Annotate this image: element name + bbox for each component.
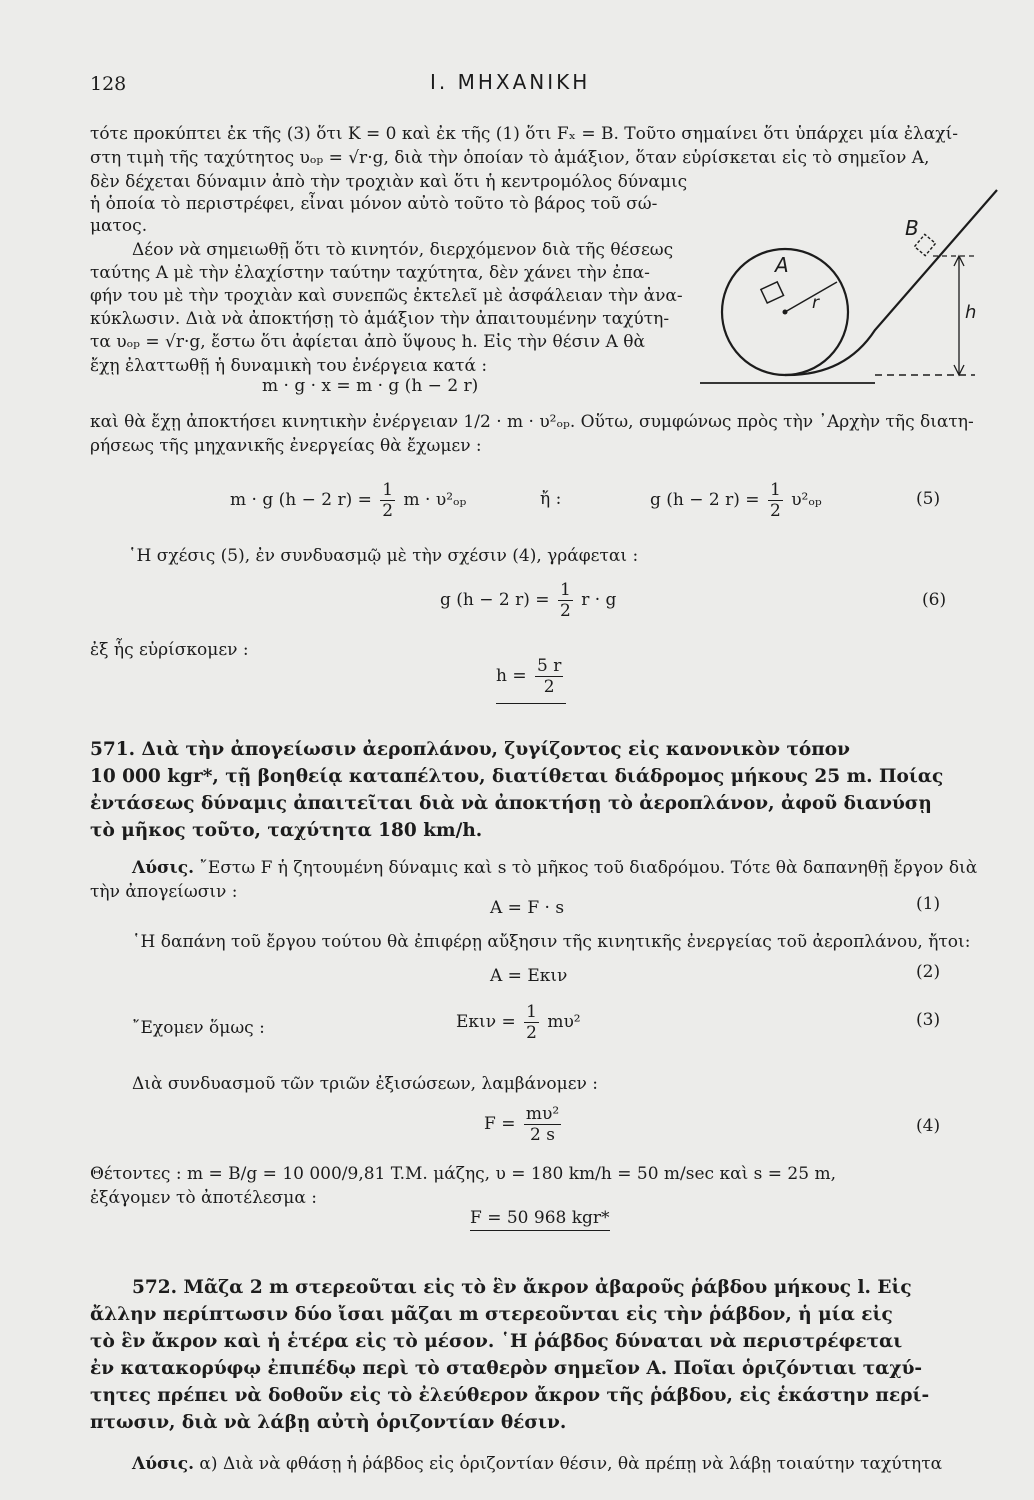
text-line: ἐξάγομεν τὸ ἀποτέλεσμα : (90, 1188, 317, 1208)
problem-572-line: τὸ ἓν ἄκρον καὶ ἡ ἑτέρα εἰς τὸ μέσον. ῾Η ῥάβδος δύναται νὰ περιστρέφεται (90, 1331, 903, 1352)
problem-572-line: τητες πρέπει νὰ δοθοῦν εἰς τὸ ἐλεύθερον ἄκρον τῆς ῥάβδου, εἰς ἑκάστην περί- (90, 1385, 930, 1406)
problem-571-line: 571. Διὰ τὴν ἀπογείωσιν ἀεροπλάνου, ζυγίζοντος εἰς κανονικὸν τόπον (90, 739, 850, 760)
numerator: 5 r (537, 656, 562, 676)
numerator: mυ² (525, 1104, 560, 1124)
eq3-left: Eκιν = (456, 1012, 516, 1032)
loop-diagram (695, 180, 1000, 390)
text-line: ματος. (90, 216, 148, 236)
fraction (380, 480, 395, 521)
equation-3 (456, 1002, 581, 1043)
fraction (768, 480, 783, 521)
problem-571-line: τὸ μῆκος τοῦτο, ταχύτητα 180 km/h. (90, 820, 483, 841)
problem-572-line: ἐν κατακορύφῳ ἐπιπέδῳ περὶ τὸ σταθερὸν σημεῖον A. Ποῖαι ὁριζόντιαι ταχύ- (90, 1358, 923, 1379)
equation-5 (230, 480, 466, 521)
eq1-tag: (1) (916, 894, 941, 914)
solution-label: Λύσις. (132, 1454, 195, 1474)
result-f (470, 1208, 610, 1228)
diagram-label-h: h (965, 302, 977, 323)
diagram-label-a: A (775, 253, 789, 277)
problem-572-line: ἄλλην περίπτωσιν δύο ἴσαι μᾶζαι m στερεοῦνται εἰς τὴν ῥάβδον, ἡ μία εἰς (90, 1304, 893, 1325)
equation-potential: m · g · x = m · g (h − 2 r) (262, 376, 479, 396)
eq5-tag: (5) (916, 489, 941, 509)
text-line: τότε προκύπτει ἐκ τῆς (3) ὅτι K = 0 καὶ ἐκ τῆς (1) ὅτι Fₓ = B. Τοῦτο σημαίνει ὅτι ὑπάρχει μία ἐλαχί- (90, 124, 958, 144)
text-line: ἐξ ἧς εὑρίσκομεν : (90, 640, 249, 660)
text-line: ταύτης A μὲ τὴν ἐλαχίστην ταύτην ταχύτητα, δὲν χάνει τὴν ἐπα- (90, 263, 650, 283)
eq5-right-b: υ²ₒₚ (791, 490, 822, 510)
denominator: 2 (543, 677, 555, 697)
text-line: ῾Η δαπάνη τοῦ ἔργου τούτου θὰ ἐπιφέρῃ αὔξησιν τῆς κινητικῆς ἐνεργείας τοῦ ἀεροπλάνου, ἤτοι: (132, 932, 971, 952)
solution-text: ῎Εστω F ἡ ζητουμένη δύναμις καὶ s τὸ μῆκος τοῦ διαδρόμου. Τότε θὰ δαπανηθῇ ἔργον διὰ (199, 858, 978, 878)
numerator: 1 (559, 580, 571, 600)
page-number: 128 (90, 73, 127, 95)
numerator: 1 (769, 480, 781, 500)
equation-4 (484, 1104, 564, 1145)
diagram-label-r: r (812, 293, 819, 313)
eq3-rest: mυ² (547, 1012, 581, 1032)
equation-2: A = Eκιν (490, 966, 568, 986)
text-line: ῎Εχομεν ὅμως : (132, 1018, 265, 1038)
denominator: 2 (769, 501, 781, 521)
problem-571-line: ἐντάσεως δύναμις ἀπαιτεῖται διὰ νὰ ἀποκτήσῃ τὸ ἀεροπλάνον, ἀφοῦ διανύσῃ (90, 793, 932, 814)
diagram-label-b: B (905, 216, 919, 240)
result-h-left: h = (496, 666, 527, 686)
equation-5-alt (650, 480, 822, 521)
denominator: 2 (382, 501, 394, 521)
text-line: ἔχῃ ἐλαττωθῇ ἡ δυναμικὴ του ἐνέργεια κατά : (90, 356, 488, 376)
solution-text: α) Διὰ νὰ φθάσῃ ἡ ῥάβδος εἰς ὁριζοντίαν θέσιν, θὰ πρέπῃ νὰ λάβῃ τοιαύτην ταχύτητα (199, 1454, 943, 1474)
text-line: Δέον νὰ σημειωθῇ ὅτι τὸ κινητόν, διερχόμενον διὰ τῆς θέσεως (132, 240, 674, 260)
denominator: 2 (526, 1023, 537, 1043)
equation-6 (440, 580, 616, 621)
eq5-mid: m · υ²ₒₚ (403, 490, 467, 510)
solution-572-line (132, 1454, 942, 1474)
result-h (496, 656, 566, 704)
text-line: τα υₒₚ = √r·g, ἔστω ὅτι ἀφίεται ἀπὸ ὕψους h. Εἰς τὴν θέσιν A θὰ (90, 332, 645, 352)
eq3-tag: (3) (916, 1010, 941, 1030)
denominator: 2 s (530, 1125, 555, 1145)
problem-571-line: 10 000 kgr*, τῇ βοηθείᾳ καταπέλτου, διατίθεται διάδρομος μήκους 25 m. Ποίας (90, 766, 944, 787)
text-line: φήν του μὲ τὴν τροχιὰν καὶ συνεπῶς ἐκτελεῖ μὲ ἀσφάλειαν τὴν ἀνα- (90, 286, 683, 306)
fraction (535, 656, 563, 697)
text-line: τὴν ἀπογείωσιν : (90, 882, 238, 902)
eq5-or: ἤ : (540, 489, 562, 509)
eq6-tag: (6) (922, 590, 947, 610)
fraction (524, 1104, 561, 1145)
text-line: δὲν δέχεται δύναμιν ἀπὸ τὴν τροχιὰν καὶ ὅτι ἡ κεντρομόλος δύναμις (90, 172, 688, 192)
numerator: 1 (382, 480, 394, 500)
text-line: στη τιμὴ τῆς ταχύτητος υₒₚ = √r·g, διὰ τὴν ὁποίαν τὸ ἁμάξιον, ὅταν εὑρίσκεται εἰς τὸ σημεῖον A, (90, 148, 930, 168)
text-line: κύκλωσιν. Διὰ νὰ ἀποκτήσῃ τὸ ἁμάξιον τὴν ἀπαιτουμένην ταχύτη- (90, 309, 670, 329)
eq5-right-a: g (h − 2 r) = (650, 490, 760, 510)
solution-571-line1 (132, 858, 977, 878)
result-f-value: F = 50 968 kgr* (470, 1208, 610, 1231)
solution-label: Λύσις. (132, 858, 195, 878)
numerator: 1 (526, 1002, 537, 1022)
text-line: ἡ ὁποία τὸ περιστρέφει, εἶναι μόνον αὐτὸ τοῦτο τὸ βάρος τοῦ σώ- (90, 194, 658, 214)
eq6-rest: r · g (581, 590, 617, 610)
text-line: ρήσεως τῆς μηχανικῆς ἐνεργείας θὰ ἔχωμεν : (90, 436, 482, 456)
text-line: Διὰ συνδυασμοῦ τῶν τριῶν ἐξισώσεων, λαμβάνομεν : (132, 1074, 598, 1094)
eq2-tag: (2) (916, 962, 941, 982)
eq4-left: F = (484, 1114, 516, 1134)
text-line: καὶ θὰ ἔχῃ ἀποκτήσει κινητικὴν ἐνέργειαν 1/2 · m · υ²ₒₚ. Οὕτω, συμφώνως πρὸς τὴν ᾿Αρχὴν τῆς διατη- (90, 412, 974, 432)
text-line: Θέτοντες : m = B/g = 10 000/9,81 T.M. μάζης, υ = 180 km/h = 50 m/sec καὶ s = 25 m, (90, 1164, 836, 1184)
eq6-left: g (h − 2 r) = (440, 590, 550, 610)
problem-572-line: πτωσιν, διὰ νὰ λάβῃ αὐτὴ ὁριζοντίαν θέσιν. (90, 1412, 567, 1433)
result-underline (496, 656, 566, 704)
denominator: 2 (559, 601, 571, 621)
text-line: ῾Η σχέσις (5), ἐν συνδυασμῷ μὲ τὴν σχέσιν (4), γράφεται : (128, 546, 639, 566)
fraction (558, 580, 573, 621)
eq5-left: m · g (h − 2 r) = (230, 490, 372, 510)
equation-1: A = F · s (490, 898, 565, 918)
running-title: I. ΜΗΧΑΝΙΚΗ (430, 70, 591, 94)
problem-572-line: 572. Μᾶζα 2 m στερεοῦται εἰς τὸ ἓν ἄκρον ἀβαροῦς ῥάβδου μήκους l. Εἰς (132, 1277, 912, 1298)
eq4-tag: (4) (916, 1116, 941, 1136)
fraction (524, 1002, 539, 1043)
